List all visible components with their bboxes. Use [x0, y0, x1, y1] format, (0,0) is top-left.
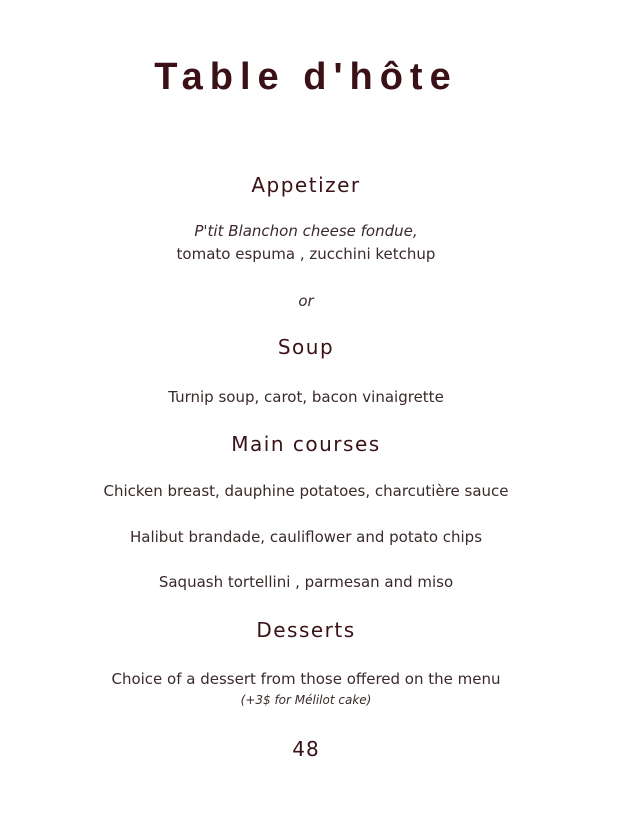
desserts-heading: Desserts	[256, 618, 356, 642]
appetizer-heading: Appetizer	[251, 173, 361, 197]
main-course-item: Chicken breast, dauphine potatoes, charcutière sauce	[103, 482, 509, 500]
appetizer-line-2: tomato espuma , zucchini ketchup	[176, 245, 436, 263]
main-courses-heading: Main courses	[231, 432, 381, 456]
dessert-note: (+3$ for Mélilot cake)	[240, 693, 372, 707]
or-separator: or	[298, 292, 314, 310]
page-title: Table d'hôte	[154, 56, 458, 98]
main-course-item: Halibut brandade, cauliflower and potato chips	[129, 528, 483, 546]
menu-price: 48	[292, 737, 320, 761]
soup-heading: Soup	[277, 335, 335, 359]
main-course-item: Saquash tortellini , parmesan and miso	[158, 573, 454, 591]
soup-item: Turnip soup, carot, bacon vinaigrette	[168, 388, 444, 406]
dessert-item: Choice of a dessert from those offered on the menu	[111, 670, 501, 688]
appetizer-line-1: P'tit Blanchon cheese fondue,	[194, 222, 418, 240]
